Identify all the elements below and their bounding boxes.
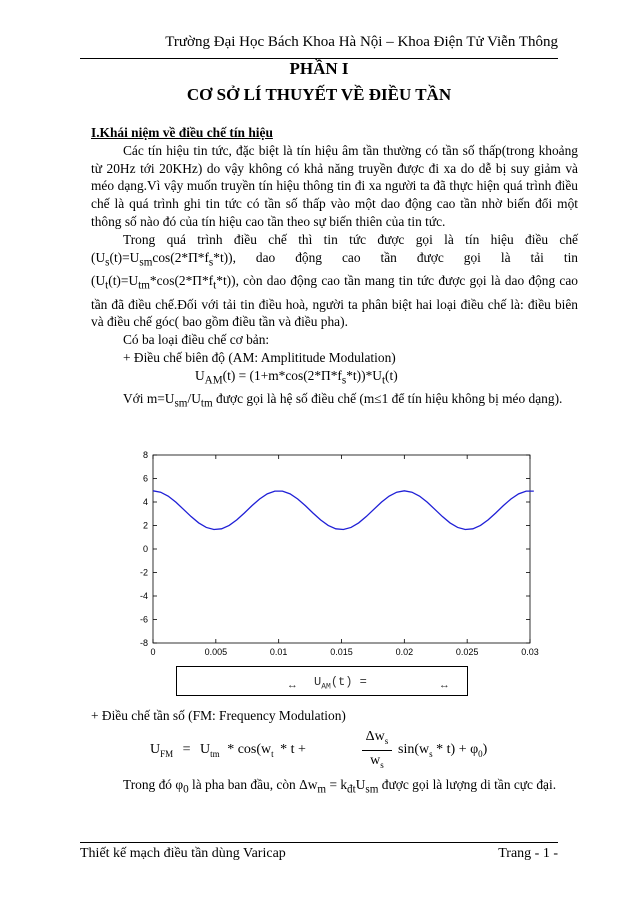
- chart-ticks: [140, 450, 539, 657]
- am-formula: $U_{AM}(t) = (1+m*\cos(2*\Pi*f_s*t))*U_t(t)$: [195, 367, 398, 387]
- am-heading: + Điều chế biên độ (AM: Amplititude Modulation): [123, 349, 396, 365]
- x-tick-label: 0.01: [269, 647, 288, 657]
- paragraph-modulation: Trong quá trình điều chế thì tin tức được gọi là tín hiệu điều chế $(U_s(t)=U_{sm}\cos(2*\Pi*f_s*t))$, dao động cao tần được gọi là tải tin $(U_t(t)=U_{tm}*\cos(2*\Pi*f_t*t))$, còn dao động cao tần mang tin tức được gọi là dao động cao tần đã điều chế.Đối với tải tin điều hoà, người ta phân biệt hai loại điều chế là: điều biên và điều chế góc( bao gồm điều tần và điều pha).: [91, 231, 578, 330]
- page-header: Trường Đại Học Bách Khoa Hà Nội – Khoa Điện Tử Viễn Thông: [165, 34, 558, 50]
- page-number: Trang - 1 -: [498, 846, 558, 861]
- arrow-right-icon: ↔: [441, 680, 448, 692]
- footer-title: Thiết kế mạch điều tần dùng Varicap: [80, 846, 286, 861]
- x-tick-label: 0: [150, 647, 156, 657]
- fm-formula: $U_{FM} = U_{tm} * \cos(w_t * t$ + $\Delta w_s$ $w_s$ $\sin(w_s * t) + \varphi_0$): [150, 729, 488, 770]
- paragraph-types: Có ba loại điều chế cơ bản:: [123, 332, 270, 348]
- x-tick-label: 0.025: [455, 647, 479, 657]
- x-tick-label: 0.02: [395, 647, 414, 657]
- equation-box: [176, 666, 468, 696]
- x-tick-label: 0.03: [521, 647, 539, 657]
- paragraph-m-index: Với $m=U_{sm}/U_{tm}$ được gọi là hệ số điều chế (m≤1 để tín hiệu không bị méo dạng).: [123, 391, 563, 410]
- section-heading: I.Khái niệm về điều chế tín hiệu: [91, 125, 273, 140]
- x-tick-label: 0.015: [330, 647, 353, 657]
- arrow-left-icon: ↔: [289, 680, 296, 692]
- y-tick-label: -4: [139, 591, 148, 601]
- y-tick-label: -8: [139, 638, 148, 648]
- equation-box-text: $U_{AM}(t)$ =: [314, 675, 367, 692]
- part-title: PHẦN I: [289, 59, 349, 78]
- footer-divider: [80, 842, 558, 843]
- fm-explanation: Trong đó $\varphi_0$ là pha ban đầu, còn $\Delta w_m = k_{đt}U_{sm}$ được gọi là lượng di tần cực đại.: [123, 777, 557, 796]
- title-block: [0, 58, 638, 106]
- x-tick-label: 0.005: [204, 647, 228, 657]
- chart-axes: [153, 455, 530, 643]
- y-tick-label: -2: [139, 567, 148, 578]
- y-tick-label: 6: [142, 473, 148, 484]
- y-tick-label: 2: [142, 520, 148, 531]
- body-text: [91, 124, 578, 414]
- fm-heading: + Điều chế tần số (FM: Frequency Modulation): [91, 708, 346, 723]
- page-footer: [80, 846, 558, 862]
- y-tick-label: 4: [142, 497, 148, 507]
- y-tick-label: 0: [142, 544, 148, 554]
- series-line-am-signal: [153, 491, 534, 530]
- paragraph-intro: Các tín hiệu tin tức, đặc biệt là tín hiệu âm tần thường có tần số thấp(trong khoảng từ 20Hz tới 20KHz) do vậy không có khả năng truyền được đi xa do dễ bị suy giảm và méo dạng.Vì vậy muốn truyền tín hiệu thông tin đi xa người ta đã thực hiện quá trình điều chế là quá trình ghi tin tức có tần số thấp vào một dao động cao tần nhờ biến đổi một thông số nào đó của tín hiệu cao tần theo sự biến thiên của tin tức.: [91, 142, 578, 229]
- y-tick-label: -6: [139, 614, 148, 625]
- y-tick-label: 8: [142, 450, 148, 460]
- am-waveform-chart: [100, 445, 540, 660]
- main-title: CƠ SỞ LÍ THUYẾT VỀ ĐIỀU TẦN: [186, 85, 452, 104]
- plot-frame: [153, 455, 530, 643]
